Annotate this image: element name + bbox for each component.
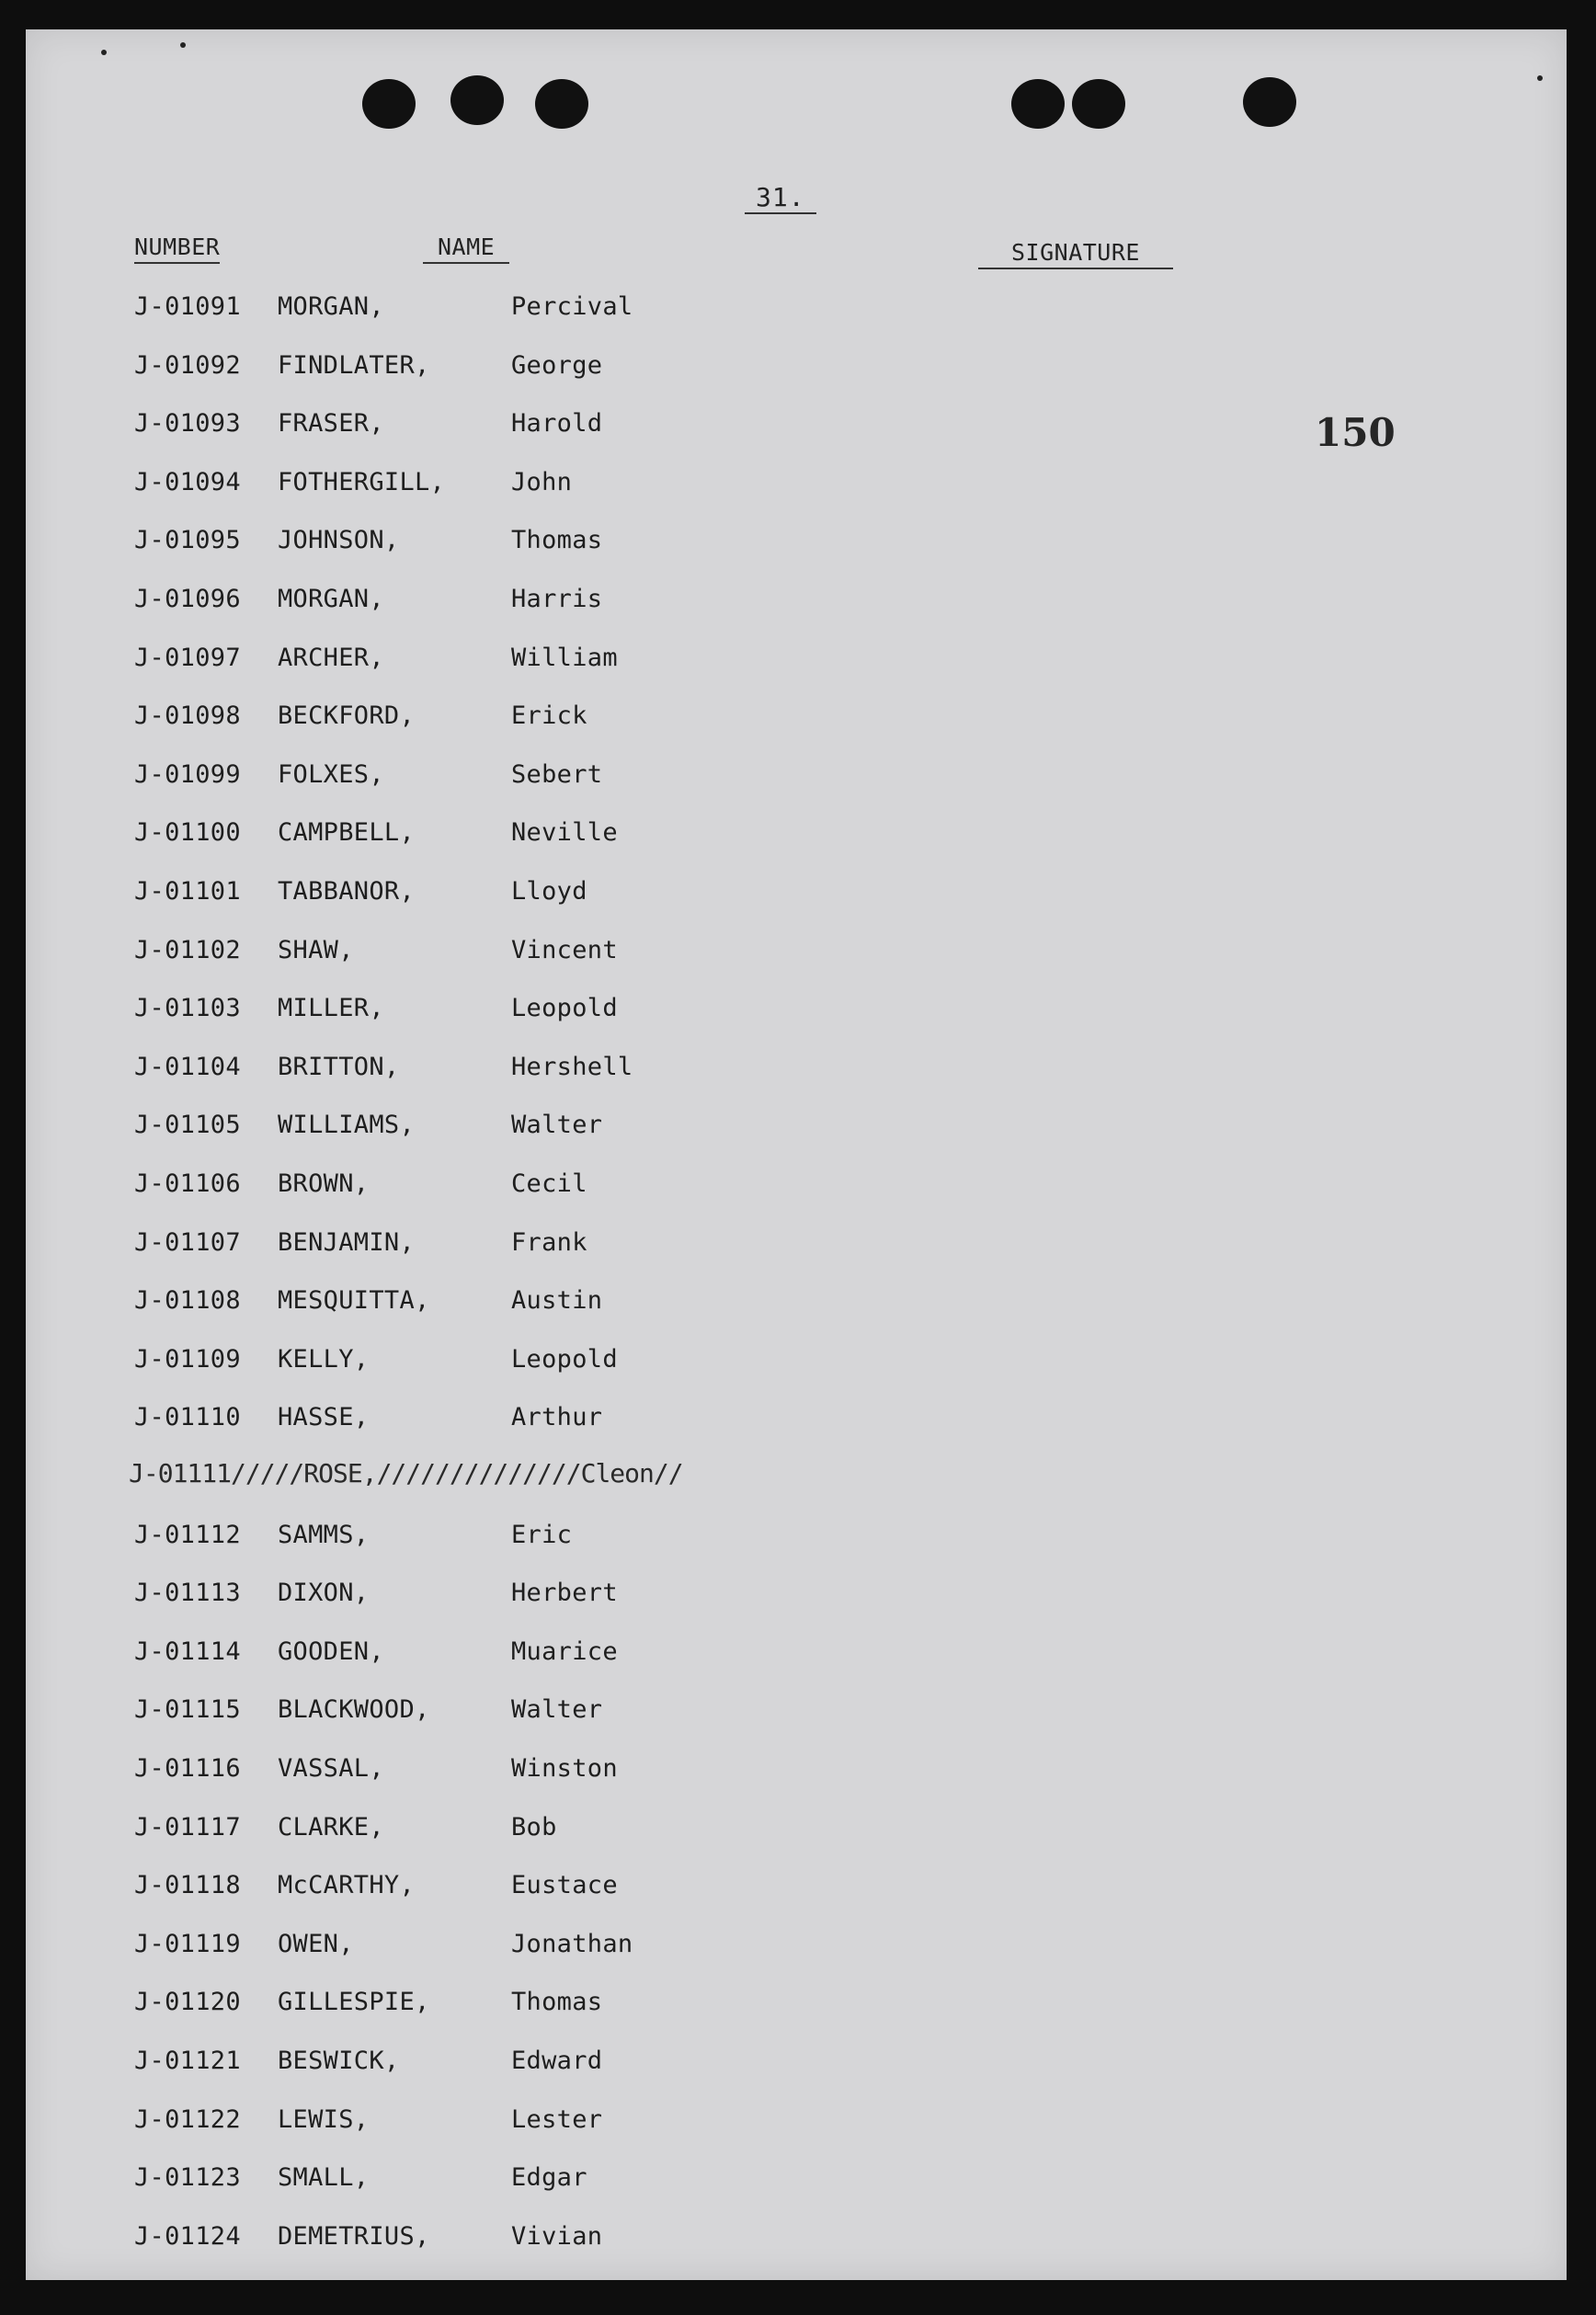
entry-surname: FOLXES, — [278, 759, 384, 789]
entry-number: J-01110 — [134, 1403, 241, 1432]
register-row — [26, 468, 724, 505]
register-row — [26, 701, 724, 738]
entry-number: J-01100 — [134, 818, 241, 848]
entry-given-name: Lloyd — [511, 877, 587, 906]
register-row — [26, 1228, 724, 1265]
entry-number: J-01091 — [134, 292, 241, 321]
entry-number: J-01098 — [134, 701, 241, 731]
entry-number: J-01120 — [134, 1988, 241, 2017]
entry-surname: HASSE, — [278, 1403, 370, 1432]
entry-surname: VASSAL, — [278, 1754, 384, 1783]
entry-surname: OWEN, — [278, 1929, 354, 1958]
register-row — [26, 1988, 724, 2024]
register-row — [26, 409, 724, 446]
entry-number: J-01104 — [134, 1052, 241, 1081]
entry-given-name: Arthur — [511, 1403, 603, 1432]
entry-given-name: Herbert — [511, 1579, 618, 1608]
entry-surname: MILLER, — [278, 994, 384, 1023]
entry-given-name: Vincent — [511, 935, 618, 964]
entry-number: J-01092 — [134, 350, 241, 380]
register-row — [26, 644, 724, 680]
register-row — [26, 1813, 724, 1850]
entry-given-name: Neville — [511, 818, 618, 848]
entry-number: J-01097 — [134, 643, 241, 672]
register-row — [26, 1754, 724, 1791]
entry-given-name: Bob — [511, 1812, 557, 1842]
register-row — [26, 2163, 724, 2200]
register-row — [26, 818, 724, 855]
entry-surname: BLACKWOOD, — [278, 1695, 430, 1725]
entry-number: J-01108 — [134, 1286, 241, 1316]
entry-surname: GOODEN, — [278, 1636, 384, 1666]
entry-surname: BROWN, — [278, 1169, 370, 1198]
entry-given-name: Austin — [511, 1286, 603, 1316]
entry-surname: MORGAN, — [278, 292, 384, 321]
entry-surname: FRASER, — [278, 409, 384, 439]
stamp-number: 150 — [1315, 410, 1396, 455]
entry-surname: ARCHER, — [278, 643, 384, 672]
register-row — [26, 2105, 724, 2142]
entry-surname: BRITTON, — [278, 1052, 400, 1081]
entry-given-name: Thomas — [511, 526, 603, 555]
entry-number: J-01101 — [134, 877, 241, 906]
entry-surname: BESWICK, — [278, 2047, 400, 2075]
register-row — [26, 1871, 724, 1908]
entry-number: J-01118 — [134, 1871, 241, 1900]
entry-number: J-01095 — [134, 526, 241, 555]
register-row — [26, 1695, 724, 1732]
entry-surname: WILLIAMS, — [278, 1111, 415, 1140]
column-header-name: NAME — [423, 234, 509, 264]
register-row — [26, 351, 724, 388]
entry-number: J-01094 — [134, 467, 241, 496]
entry-given-name: Winston — [511, 1754, 618, 1783]
entry-number: J-01102 — [134, 935, 241, 964]
entry-surname: SHAW, — [278, 935, 354, 964]
entry-number: J-01105 — [134, 1111, 241, 1140]
register-row — [26, 877, 724, 914]
entry-surname: JOHNSON, — [278, 526, 400, 555]
register-row — [26, 292, 724, 329]
register-row — [26, 1053, 724, 1089]
page-number: 31. — [745, 182, 816, 214]
entry-surname: MORGAN, — [278, 585, 384, 613]
entry-given-name: Percival — [511, 292, 633, 321]
entry-given-name: Jonathan — [511, 1929, 633, 1958]
register-row — [26, 760, 724, 797]
entry-surname: BENJAMIN, — [278, 1227, 415, 1257]
entry-given-name: Eric — [511, 1520, 573, 1549]
entry-number: J-01107 — [134, 1227, 241, 1257]
entry-given-name: Walter — [511, 1695, 603, 1725]
entry-surname: KELLY, — [278, 1344, 370, 1374]
register-row — [26, 2047, 724, 2083]
entry-given-name: Vivian — [511, 2221, 603, 2251]
entry-surname: SAMMS, — [278, 1520, 370, 1549]
register-row — [26, 1286, 724, 1323]
entry-given-name: Harold — [511, 409, 603, 439]
entry-surname: BECKFORD, — [278, 701, 415, 731]
entry-given-name: Walter — [511, 1111, 603, 1140]
entry-surname: SMALL, — [278, 2163, 370, 2193]
register-row — [26, 585, 724, 622]
entry-surname: MESQUITTA, — [278, 1286, 430, 1316]
entry-surname: CLARKE, — [278, 1812, 384, 1842]
register-row — [26, 1345, 724, 1382]
entry-surname: FOTHERGILL, — [278, 467, 446, 496]
entry-number: J-01117 — [134, 1812, 241, 1842]
entry-given-name: Leopold — [511, 1344, 618, 1374]
entry-number: J-01121 — [134, 2047, 241, 2075]
entry-given-name: Erick — [511, 701, 587, 731]
document-page — [26, 29, 1567, 2280]
entry-number: J-01123 — [134, 2163, 241, 2193]
entry-given-name: George — [511, 350, 603, 380]
entry-surname: LEWIS, — [278, 2104, 370, 2134]
entry-given-name: Thomas — [511, 1988, 603, 2017]
entry-number: J-01112 — [134, 1520, 241, 1549]
entry-given-name: Edward — [511, 2047, 603, 2075]
entry-number: J-01116 — [134, 1754, 241, 1783]
entry-surname: FINDLATER, — [278, 350, 430, 380]
register-row — [26, 1930, 724, 1967]
entry-surname: DEMETRIUS, — [278, 2221, 430, 2251]
entry-surname: TABBANOR, — [278, 877, 415, 906]
entry-number: J-01124 — [134, 2221, 241, 2251]
entry-number: J-01106 — [134, 1169, 241, 1198]
entry-given-name: Cecil — [511, 1169, 587, 1198]
cancelled-row: J-01111/////ROSE,//////////////Cleon// — [129, 1458, 683, 1488]
register-row — [26, 936, 724, 973]
entry-number: J-01113 — [134, 1579, 241, 1608]
entry-number: J-01109 — [134, 1344, 241, 1374]
entry-given-name: Lester — [511, 2104, 603, 2134]
entry-number: J-01122 — [134, 2104, 241, 2134]
entry-given-name: Frank — [511, 1227, 587, 1257]
entry-given-name: Edgar — [511, 2163, 587, 2193]
entry-given-name: Hershell — [511, 1052, 633, 1081]
entry-given-name: Muarice — [511, 1636, 618, 1666]
entry-given-name: Sebert — [511, 759, 603, 789]
register-row — [26, 1111, 724, 1147]
entry-number: J-01093 — [134, 409, 241, 439]
column-header-number: NUMBER — [134, 234, 220, 264]
entry-given-name: Eustace — [511, 1871, 618, 1900]
register-row — [26, 1403, 724, 1440]
entry-number: J-01099 — [134, 759, 241, 789]
register-row — [26, 526, 724, 563]
entry-surname: CAMPBELL, — [278, 818, 415, 848]
register-row — [26, 1521, 724, 1557]
entry-number: J-01115 — [134, 1695, 241, 1725]
entry-given-name: Harris — [511, 585, 603, 613]
register-row — [26, 1169, 724, 1206]
register-row — [26, 2222, 724, 2259]
entry-number: J-01119 — [134, 1929, 241, 1958]
register-row — [26, 1637, 724, 1674]
register-row — [26, 994, 724, 1031]
entry-surname: DIXON, — [278, 1579, 370, 1608]
register-rows — [26, 29, 1567, 2280]
entry-surname: McCARTHY, — [278, 1871, 415, 1900]
entry-given-name: Leopold — [511, 994, 618, 1023]
column-header-signature: SIGNATURE — [978, 239, 1173, 269]
entry-given-name: William — [511, 643, 618, 672]
entry-number: J-01103 — [134, 994, 241, 1023]
entry-given-name: John — [511, 467, 573, 496]
register-row — [26, 1579, 724, 1615]
entry-number: J-01114 — [134, 1636, 241, 1666]
entry-number: J-01096 — [134, 585, 241, 613]
entry-surname: GILLESPIE, — [278, 1988, 430, 2017]
